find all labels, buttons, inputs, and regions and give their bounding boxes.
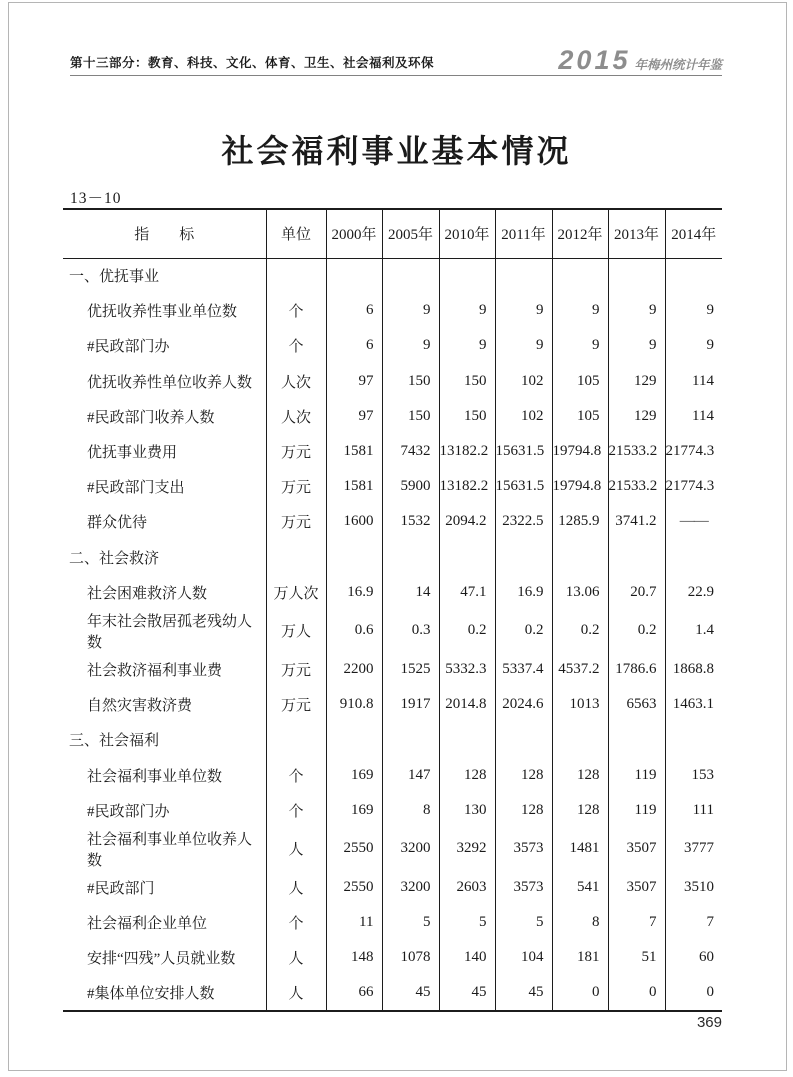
table-row	[63, 793, 722, 828]
cell-value: 3573	[495, 870, 552, 905]
cell-value: 150	[439, 399, 495, 434]
cell-value	[495, 540, 552, 575]
cell-value: 3200	[382, 870, 439, 905]
cell-unit: 万元	[266, 469, 326, 504]
cell-value: 5	[382, 905, 439, 940]
column-header: 2014年	[665, 209, 722, 258]
cell-value: 13.06	[552, 575, 608, 610]
stats-table	[63, 208, 722, 1012]
table-row	[63, 652, 722, 687]
cell-unit: 个	[266, 757, 326, 792]
cell-value: 13182.2	[439, 469, 495, 504]
table-row	[63, 610, 722, 652]
cell-unit: 人次	[266, 364, 326, 399]
header-rule	[70, 75, 722, 76]
cell-value: 7432	[382, 434, 439, 469]
cell-value: 102	[495, 399, 552, 434]
cell-value: 11	[326, 905, 382, 940]
cell-indicator: 三、社会福利	[63, 722, 266, 757]
cell-value: 9	[552, 328, 608, 363]
table-row	[63, 399, 722, 434]
cell-value: 153	[691, 766, 714, 783]
cell-value: 128	[495, 757, 552, 792]
cell-value: 128	[439, 757, 495, 792]
cell-value	[439, 540, 495, 575]
cell-value: 128	[495, 793, 552, 828]
cell-value	[552, 258, 608, 293]
cell-value: 3741.2	[608, 504, 665, 539]
cell-value: 169	[326, 793, 382, 828]
header-row	[63, 209, 722, 258]
cell-value: 105	[552, 364, 608, 399]
cell-indicator: #集体单位安排人数	[63, 975, 266, 1010]
cell-value: 6	[326, 328, 382, 363]
table-body	[63, 258, 722, 1011]
cell-value: 5	[495, 905, 552, 940]
column-header: 2000年	[326, 209, 382, 258]
cell-unit: 个	[266, 328, 326, 363]
logo-suffix: 年梅州统计年鉴	[634, 58, 722, 72]
cell-value: 0.2	[608, 610, 665, 652]
cell-value: 0	[552, 975, 608, 1010]
cell-value: 128	[552, 757, 608, 792]
cell-value	[382, 258, 439, 293]
cell-value: 16.9	[326, 575, 382, 610]
table-row	[63, 434, 722, 469]
cell-value: 130	[439, 793, 495, 828]
cell-value	[382, 722, 439, 757]
cell-value	[382, 540, 439, 575]
cell-value: 15631.5	[495, 469, 552, 504]
cell-value	[326, 540, 382, 575]
cell-value: 1463.1	[672, 696, 714, 713]
cell-indicator: 一、优抚事业	[63, 258, 266, 293]
cell-value: 0.2	[552, 610, 608, 652]
cell-value: 910.8	[326, 687, 382, 722]
cell-value: 51	[608, 940, 665, 975]
cell-value	[326, 722, 382, 757]
table-number: 13－10	[70, 190, 122, 207]
cell-value: 114	[692, 407, 714, 424]
cell-value: 21774.3	[665, 478, 715, 495]
logo-year: 2015	[558, 45, 631, 75]
table-row	[63, 328, 722, 363]
cell-value	[665, 258, 722, 293]
cell-value: 5	[439, 905, 495, 940]
cell-unit: 个	[266, 793, 326, 828]
cell-value: 2550	[326, 828, 382, 870]
column-header: 指 标	[63, 209, 266, 258]
cell-value: 66	[326, 975, 382, 1010]
cell-unit: 万元	[266, 687, 326, 722]
yearbook-logo	[558, 47, 722, 74]
cell-value: 169	[326, 757, 382, 792]
cell-value: 0.2	[495, 610, 552, 652]
cell-value: 128	[552, 793, 608, 828]
chapter-title: 第十三部分：教育、科技、文化、体育、卫生、社会福利及环保	[70, 56, 435, 70]
cell-value: 9	[706, 337, 714, 354]
cell-value: 5332.3	[439, 652, 495, 687]
cell-value: 150	[382, 364, 439, 399]
column-header: 2013年	[608, 209, 665, 258]
table-row	[63, 504, 722, 539]
cell-value: 2200	[326, 652, 382, 687]
cell-value: 7	[608, 905, 665, 940]
cell-value: 97	[326, 399, 382, 434]
cell-value: 1581	[326, 469, 382, 504]
cell-value: 47.1	[439, 575, 495, 610]
cell-value	[608, 540, 665, 575]
cell-value	[439, 722, 495, 757]
cell-indicator: #民政部门收养人数	[63, 399, 266, 434]
cell-value: 3507	[608, 828, 665, 870]
cell-value	[552, 540, 608, 575]
cell-value	[326, 258, 382, 293]
cell-value	[495, 722, 552, 757]
cell-value: 150	[439, 364, 495, 399]
cell-value: 1525	[382, 652, 439, 687]
table-row	[63, 828, 722, 870]
page-title: 社会福利事业基本情况	[221, 133, 572, 169]
section-row	[63, 258, 722, 293]
cell-indicator: #民政部门办	[63, 328, 266, 363]
cell-value: 129	[608, 364, 665, 399]
table-row	[63, 975, 722, 1010]
cell-value: 1581	[326, 434, 382, 469]
cell-value: 148	[326, 940, 382, 975]
cell-indicator: #民政部门	[63, 870, 266, 905]
cell-value: 5337.4	[495, 652, 552, 687]
cell-value: 2322.5	[495, 504, 552, 539]
cell-value: 9	[439, 293, 495, 328]
cell-value: 45	[439, 975, 495, 1010]
cell-value: 119	[608, 793, 665, 828]
cell-unit: 人	[266, 940, 326, 975]
cell-indicator: 年末社会散居孤老残幼人数	[63, 610, 266, 652]
cell-value: 1786.6	[608, 652, 665, 687]
cell-value: 1868.8	[672, 660, 714, 677]
cell-value: 9	[495, 293, 552, 328]
cell-indicator: 社会困难救济人数	[63, 575, 266, 610]
cell-value: 21774.3	[665, 443, 715, 460]
cell-value	[608, 722, 665, 757]
cell-value	[608, 258, 665, 293]
cell-value: 3777	[684, 840, 714, 857]
cell-indicator: 社会救济福利事业费	[63, 652, 266, 687]
cell-indicator: 二、社会救济	[63, 540, 266, 575]
cell-value: 21533.2	[608, 434, 665, 469]
cell-value: 3573	[495, 828, 552, 870]
cell-value: 3510	[684, 878, 714, 895]
cell-unit: 万人	[266, 610, 326, 652]
cell-unit	[266, 722, 326, 757]
table-row	[63, 940, 722, 975]
cell-value: 1600	[326, 504, 382, 539]
table-row	[63, 687, 722, 722]
cell-value: 19794.8	[552, 434, 608, 469]
cell-value: 9	[382, 328, 439, 363]
column-header: 2012年	[552, 209, 608, 258]
cell-value: 7	[706, 914, 714, 931]
column-header: 2011年	[495, 209, 552, 258]
cell-value: ——	[679, 513, 708, 530]
cell-indicator: 优抚收养性事业单位数	[63, 293, 266, 328]
cell-unit: 人	[266, 975, 326, 1010]
cell-value: 3200	[382, 828, 439, 870]
section-row	[63, 722, 722, 757]
cell-value: 6	[326, 293, 382, 328]
cell-value: 2603	[439, 870, 495, 905]
cell-indicator: #民政部门支出	[63, 469, 266, 504]
cell-value: 16.9	[495, 575, 552, 610]
cell-value: 114	[692, 372, 714, 389]
cell-value: 104	[495, 940, 552, 975]
cell-value: 105	[552, 399, 608, 434]
cell-value: 541	[552, 870, 608, 905]
cell-value	[665, 540, 722, 575]
cell-unit: 万元	[266, 652, 326, 687]
cell-value: 0	[665, 975, 722, 1010]
cell-value: 14	[382, 575, 439, 610]
cell-value: 150	[382, 399, 439, 434]
cell-value: 140	[439, 940, 495, 975]
cell-value: 3507	[608, 870, 665, 905]
table-row	[63, 905, 722, 940]
cell-value: 2094.2	[439, 504, 495, 539]
cell-value: 1917	[382, 687, 439, 722]
cell-indicator: 优抚事业费用	[63, 434, 266, 469]
cell-value: 9	[608, 293, 665, 328]
cell-value: 3292	[439, 828, 495, 870]
cell-value: 21533.2	[608, 469, 665, 504]
cell-value: 0	[608, 975, 665, 1010]
column-header: 2005年	[382, 209, 439, 258]
cell-indicator: 社会福利企业单位	[63, 905, 266, 940]
cell-unit: 个	[266, 293, 326, 328]
cell-unit: 万人次	[266, 575, 326, 610]
table-row	[63, 364, 722, 399]
table-row	[63, 293, 722, 328]
cell-value: 2550	[326, 870, 382, 905]
cell-value: 9	[608, 328, 665, 363]
cell-indicator: #民政部门办	[63, 793, 266, 828]
table-header	[63, 209, 722, 258]
cell-value: 5900	[382, 469, 439, 504]
cell-indicator: 自然灾害救济费	[63, 687, 266, 722]
cell-unit: 人次	[266, 399, 326, 434]
cell-value: 6563	[608, 687, 665, 722]
cell-value	[552, 722, 608, 757]
cell-indicator: 社会福利事业单位收养人数	[63, 828, 266, 870]
cell-value: 8	[382, 793, 439, 828]
cell-value: 20.7	[608, 575, 665, 610]
cell-value: 1285.9	[552, 504, 608, 539]
cell-value: 4537.2	[552, 652, 608, 687]
cell-value: 8	[552, 905, 608, 940]
cell-value: 129	[608, 399, 665, 434]
cell-unit: 万元	[266, 434, 326, 469]
cell-value: 45	[495, 975, 552, 1010]
cell-value: 1.4	[695, 622, 714, 639]
cell-value: 60	[699, 949, 714, 966]
cell-value: 1078	[382, 940, 439, 975]
table-row	[63, 469, 722, 504]
cell-value: 9	[706, 302, 714, 319]
cell-indicator: 群众优待	[63, 504, 266, 539]
cell-value: 1481	[552, 828, 608, 870]
cell-value: 45	[382, 975, 439, 1010]
cell-value: 0.2	[439, 610, 495, 652]
page-number: 369	[696, 1014, 722, 1031]
table-row	[63, 870, 722, 905]
cell-value	[439, 258, 495, 293]
cell-value: 9	[495, 328, 552, 363]
cell-value: 147	[382, 757, 439, 792]
cell-value: 119	[608, 757, 665, 792]
cell-value: 9	[552, 293, 608, 328]
cell-unit: 万元	[266, 504, 326, 539]
cell-value: 22.9	[687, 583, 714, 600]
column-header: 2010年	[439, 209, 495, 258]
cell-value: 13182.2	[439, 434, 495, 469]
section-row	[63, 540, 722, 575]
column-header: 单位	[266, 209, 326, 258]
cell-indicator: 社会福利事业单位数	[63, 757, 266, 792]
cell-value: 9	[439, 328, 495, 363]
cell-indicator: 优抚收养性单位收养人数	[63, 364, 266, 399]
cell-unit: 个	[266, 905, 326, 940]
cell-value: 2014.8	[439, 687, 495, 722]
cell-value: 19794.8	[552, 469, 608, 504]
cell-value	[665, 722, 722, 757]
running-header	[70, 42, 722, 74]
cell-value: 1013	[552, 687, 608, 722]
cell-value: 102	[495, 364, 552, 399]
cell-unit	[266, 540, 326, 575]
cell-indicator: 安排“四残”人员就业数	[63, 940, 266, 975]
cell-unit	[266, 258, 326, 293]
cell-value: 2024.6	[495, 687, 552, 722]
table-row	[63, 575, 722, 610]
cell-value: 181	[552, 940, 608, 975]
cell-value: 111	[692, 801, 714, 818]
cell-value: 0.6	[326, 610, 382, 652]
cell-value: 1532	[382, 504, 439, 539]
cell-value: 97	[326, 364, 382, 399]
cell-value: 9	[382, 293, 439, 328]
cell-unit: 人	[266, 870, 326, 905]
cell-value: 0.3	[382, 610, 439, 652]
cell-value	[495, 258, 552, 293]
table-row	[63, 757, 722, 792]
cell-unit: 人	[266, 828, 326, 870]
cell-value: 15631.5	[495, 434, 552, 469]
